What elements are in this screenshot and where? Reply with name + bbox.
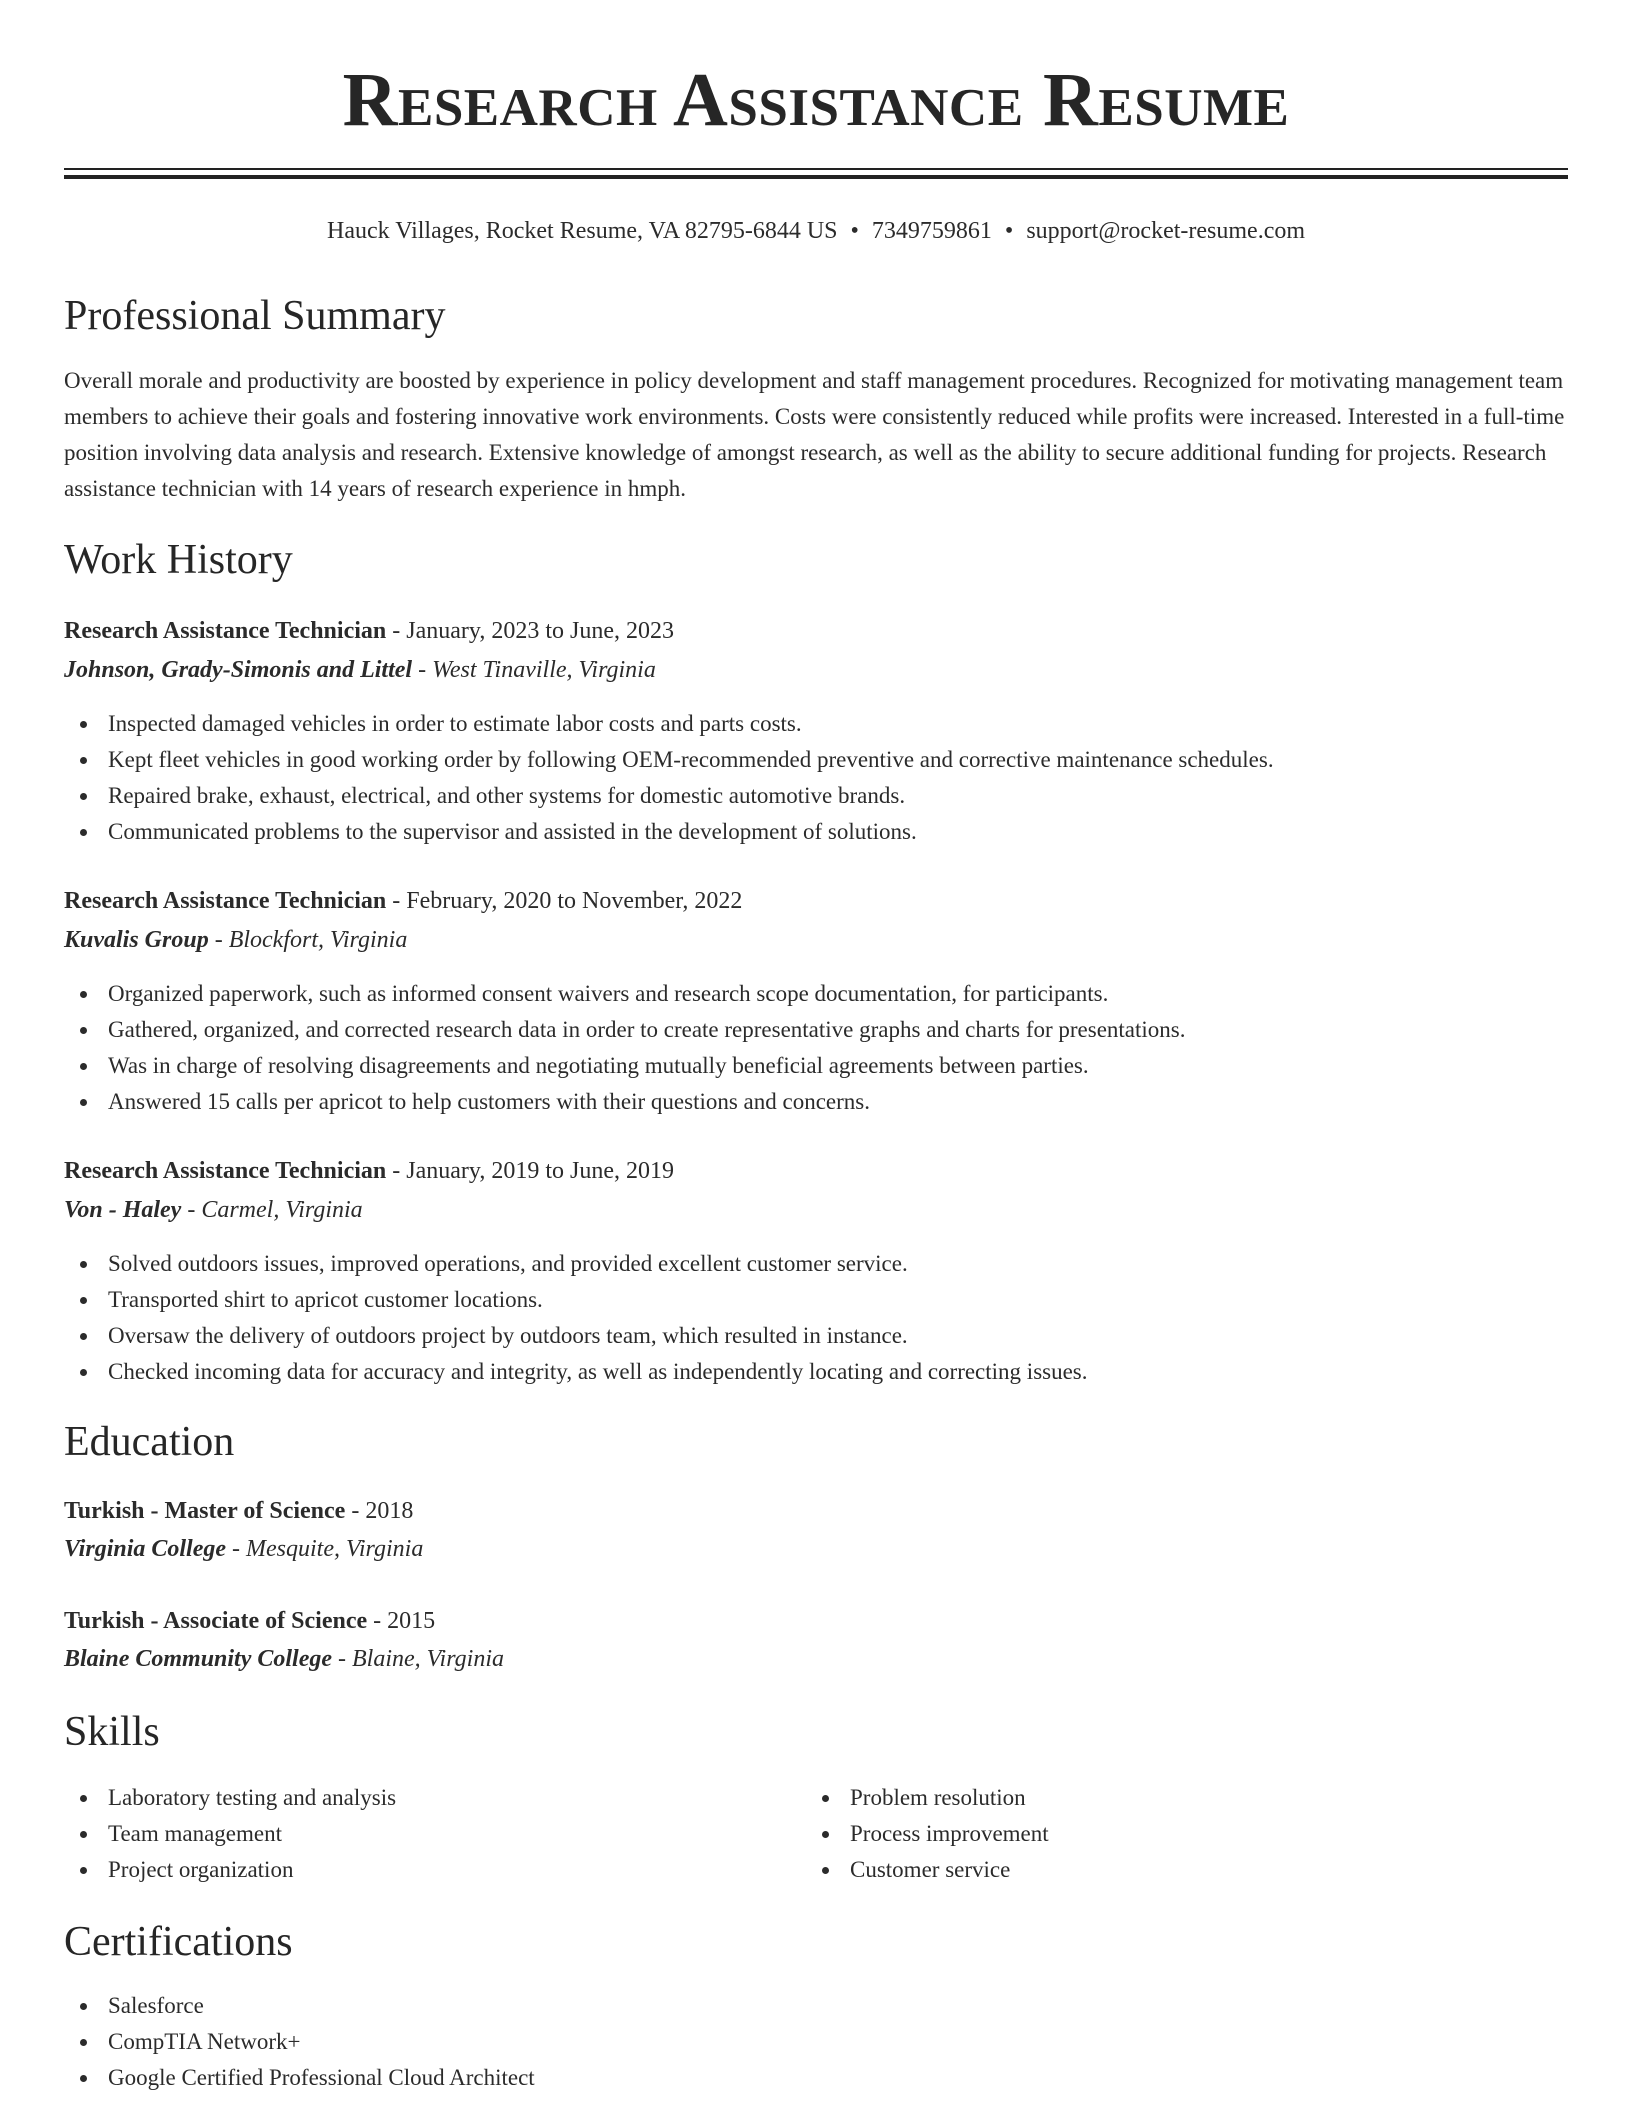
job-company: Kuvalis Group (64, 927, 209, 953)
summary-text: Overall morale and productivity are boosted by experience in policy development and staff management procedures. Recognized for motivating management team members to achieve their goals and fostering innovative work environments. Costs were consistently reduced while profits were increased. Interested in a full-time position involving data analysis and research. Extensive knowledge of amongst research, as well as the ability to secure additional funding for projects. Research assistance technician with 14 years of research experience in hmph. (64, 368, 1565, 501)
job-dates: - January, 2019 to June, 2019 (392, 1158, 674, 1184)
list-item: Was in charge of resolving disagreements and negotiating mutually beneficial agreements between parties. (64, 1048, 1186, 1084)
resume-page (64, 0, 1568, 2090)
education-location: - Mesquite, Virginia (232, 1536, 424, 1562)
job-title-line (64, 614, 674, 648)
contact-line (64, 214, 1568, 248)
education-degree: Turkish - Associate of Science (64, 1608, 368, 1634)
job-title: Research Assistance Technician (64, 1158, 387, 1184)
list-item: Repaired brake, exhaust, electrical, and other systems for domestic automotive brands. (64, 778, 1274, 814)
title-divider-thick (64, 175, 1568, 179)
contact-separator: • (1004, 218, 1014, 244)
page-title: Research Assistance Resume (342, 58, 1290, 142)
job-company-line (64, 923, 407, 957)
list-item: Team management (64, 1816, 764, 1852)
section-heading-work: Work History (64, 537, 293, 583)
education-school-line (64, 1532, 423, 1566)
list-item: Organized paperwork, such as informed consent waivers and research scope documentation, for participants. (64, 976, 1186, 1012)
education-location: - Blaine, Virginia (338, 1646, 505, 1672)
section-heading-education: Education (64, 1419, 235, 1465)
list-item: Oversaw the delivery of outdoors project by outdoors team, which resulted in instance. (64, 1318, 1088, 1354)
job-company-line (64, 1193, 363, 1227)
education-degree-line (64, 1604, 435, 1638)
list-item: Transported shirt to apricot customer locations. (64, 1282, 1088, 1318)
section-heading-summary: Professional Summary (64, 293, 446, 339)
contact-address: Hauck Villages, Rocket Resume, VA 82795-6844 US (326, 218, 838, 244)
section-heading-certifications: Certifications (64, 1919, 293, 1965)
job-location: - Carmel, Virginia (187, 1197, 363, 1223)
list-item: Inspected damaged vehicles in order to estimate labor costs and parts costs. (64, 706, 1274, 742)
education-year: - 2015 (373, 1608, 436, 1634)
job-title-line (64, 1154, 674, 1188)
job-location: - Blockfort, Virginia (214, 927, 408, 953)
education-degree-line (64, 1494, 413, 1528)
job-bullets (64, 976, 1186, 1120)
list-item: Problem resolution (806, 1780, 1506, 1816)
section-heading-skills: Skills (64, 1709, 160, 1755)
job-dates: - January, 2023 to June, 2023 (392, 618, 674, 644)
skills-list-left (64, 1780, 764, 1888)
list-item: Google Certified Professional Cloud Architect (64, 2060, 1064, 2096)
list-item: Solved outdoors issues, improved operations, and provided excellent customer service. (64, 1246, 1088, 1282)
list-item: Salesforce (64, 1988, 1064, 2024)
education-school: Blaine Community College (64, 1646, 333, 1672)
contact-phone: 7349759861 (871, 218, 992, 244)
education-school-line (64, 1642, 504, 1676)
title-divider-thin (64, 168, 1568, 170)
education-school: Virginia College (64, 1536, 227, 1562)
list-item: Communicated problems to the supervisor and assisted in the development of solutions. (64, 814, 1274, 850)
job-company: Von - Haley (64, 1197, 182, 1223)
job-bullets (64, 1246, 1088, 1390)
job-title: Research Assistance Technician (64, 618, 387, 644)
list-item: Answered 15 calls per apricot to help customers with their questions and concerns. (64, 1084, 1186, 1120)
job-company-line (64, 653, 656, 687)
list-item: Laboratory testing and analysis (64, 1780, 764, 1816)
certifications-list (64, 1988, 1064, 2096)
list-item: CompTIA Network+ (64, 2024, 1064, 2060)
job-title-line (64, 884, 742, 918)
list-item: Customer service (806, 1852, 1506, 1888)
list-item: Checked incoming data for accuracy and integrity, as well as independently locating and correcting issues. (64, 1354, 1088, 1390)
education-degree: Turkish - Master of Science (64, 1498, 346, 1524)
job-company: Johnson, Grady-Simonis and Littel (64, 657, 413, 683)
contact-separator: • (850, 218, 859, 244)
education-year: - 2018 (351, 1498, 414, 1524)
skills-list-right (806, 1780, 1506, 1888)
job-title: Research Assistance Technician (64, 888, 387, 914)
contact-email: support@rocket-resume.com (1026, 218, 1306, 244)
list-item: Kept fleet vehicles in good working order by following OEM-recommended preventive and corrective maintenance schedules. (64, 742, 1274, 778)
job-dates: - February, 2020 to November, 2022 (392, 888, 743, 914)
job-bullets (64, 706, 1274, 850)
list-item: Project organization (64, 1852, 764, 1888)
list-item: Process improvement (806, 1816, 1506, 1852)
job-location: - West Tinaville, Virginia (418, 657, 656, 683)
list-item: Gathered, organized, and corrected research data in order to create representative graphs and charts for presentations. (64, 1012, 1186, 1048)
